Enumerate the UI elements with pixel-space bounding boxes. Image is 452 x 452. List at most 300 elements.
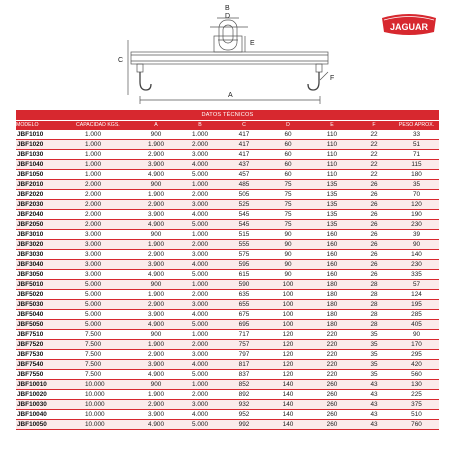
- cell-a: 900: [150, 181, 162, 188]
- cell-e: 260: [326, 381, 338, 388]
- table-row: [16, 210, 439, 220]
- cell-b: 1.000: [192, 181, 208, 188]
- cell-c: 545: [238, 211, 250, 218]
- cell-b: 5.000: [192, 171, 208, 178]
- table-row: [16, 360, 439, 370]
- cell-f: 28: [370, 281, 378, 288]
- cell-d: 140: [282, 421, 294, 428]
- table-row: [16, 370, 439, 380]
- cell-capacity: 1.000: [85, 171, 101, 178]
- cell-f: 26: [370, 261, 378, 268]
- cell-b: 3.000: [192, 401, 208, 408]
- cell-d: 140: [282, 391, 294, 398]
- cell-weight: 35: [412, 181, 421, 188]
- cell-e: 160: [326, 271, 338, 278]
- cell-f: 22: [370, 171, 378, 178]
- cell-b: 3.000: [192, 201, 208, 208]
- cell-capacity: 10.000: [85, 381, 105, 388]
- cell-a: 4.900: [148, 421, 164, 428]
- cell-c: 515: [238, 231, 250, 238]
- cell-a: 3.900: [148, 311, 164, 318]
- cell-f: 43: [370, 381, 378, 388]
- cell-d: 75: [284, 191, 292, 198]
- cell-c: 417: [238, 141, 250, 148]
- table-header-row: [16, 121, 439, 131]
- cell-a: 4.900: [148, 171, 164, 178]
- center-plate: [214, 36, 242, 52]
- cell-e: 260: [326, 421, 338, 428]
- cell-model: JBF5030: [17, 301, 44, 308]
- cell-weight: 57: [412, 281, 421, 288]
- cell-b: 1.000: [192, 281, 208, 288]
- cell-e: 135: [326, 201, 338, 208]
- cell-b: 1.000: [192, 131, 208, 138]
- cell-e: 135: [326, 211, 338, 218]
- cell-f: 26: [370, 271, 378, 278]
- cell-model: JBF10030: [17, 401, 47, 408]
- cell-a: 4.900: [148, 321, 164, 328]
- cell-d: 100: [282, 291, 294, 298]
- cell-e: 180: [326, 311, 338, 318]
- cell-e: 110: [326, 171, 338, 178]
- cell-weight: 90: [412, 331, 421, 338]
- top-eye-outline: [219, 20, 237, 50]
- cell-c: 575: [238, 251, 250, 258]
- cell-capacity: 2.000: [85, 181, 101, 188]
- cell-weight: 285: [411, 311, 422, 318]
- cell-a: 2.900: [148, 201, 164, 208]
- cell-f: 43: [370, 401, 378, 408]
- cell-d: 140: [282, 411, 294, 418]
- cell-c: 932: [238, 401, 250, 408]
- table-row: [16, 130, 439, 140]
- cell-model: JBF5050: [17, 321, 44, 328]
- cell-c: 695: [238, 321, 250, 328]
- cell-model: JBF7520: [17, 341, 44, 348]
- cell-f: 26: [370, 241, 378, 248]
- cell-c: 417: [238, 131, 250, 138]
- cell-model: JBF1010: [17, 131, 44, 138]
- cell-e: 260: [326, 391, 338, 398]
- cell-weight: 230: [411, 221, 422, 228]
- cell-f: 35: [370, 351, 378, 358]
- cell-c: 892: [238, 391, 250, 398]
- cell-b: 1.000: [192, 231, 208, 238]
- cell-a: 1.900: [148, 141, 164, 148]
- cell-e: 110: [326, 161, 338, 168]
- cell-d: 140: [282, 381, 294, 388]
- cell-capacity: 3.000: [85, 261, 101, 268]
- cell-f: 35: [370, 371, 378, 378]
- cell-b: 4.000: [192, 261, 208, 268]
- cell-d: 60: [284, 151, 292, 158]
- cell-c: 992: [238, 421, 250, 428]
- table-row: [16, 350, 439, 360]
- cell-e: 160: [326, 241, 338, 248]
- jaguar-logo: [376, 12, 442, 56]
- cell-c: 837: [238, 371, 250, 378]
- cell-a: 4.900: [148, 221, 164, 228]
- cell-c: 437: [238, 161, 250, 168]
- cell-f: 28: [370, 321, 378, 328]
- cell-model: JBF7510: [17, 331, 44, 338]
- cell-capacity: 7.500: [85, 331, 101, 338]
- cell-e: 220: [326, 351, 338, 358]
- cell-f: 43: [370, 421, 378, 428]
- dimension-d-label: D: [225, 13, 231, 20]
- cell-b: 1.000: [192, 331, 208, 338]
- cell-e: 110: [326, 141, 338, 148]
- dimension-f-line: [320, 72, 328, 80]
- cell-b: 4.000: [192, 411, 208, 418]
- cell-d: 100: [282, 281, 294, 288]
- cell-capacity: 3.000: [85, 251, 101, 258]
- cell-weight: 140: [411, 251, 422, 258]
- cell-model: JBF1030: [17, 151, 44, 158]
- right-hook-icon: [308, 72, 319, 90]
- table-row: [16, 380, 439, 390]
- cell-b: 2.000: [192, 141, 208, 148]
- cell-d: 120: [282, 351, 294, 358]
- cell-a: 4.900: [148, 271, 164, 278]
- table-row: [16, 150, 439, 160]
- cell-d: 75: [284, 201, 292, 208]
- cell-weight: 124: [411, 291, 422, 298]
- cell-weight: 295: [411, 351, 422, 358]
- beam-body: [131, 52, 328, 64]
- cell-d: 120: [282, 341, 294, 348]
- table-row: [16, 400, 439, 410]
- cell-d: 100: [282, 301, 294, 308]
- dimension-f-label: F: [330, 75, 335, 82]
- cell-a: 900: [150, 331, 162, 338]
- cell-a: 2.900: [148, 151, 164, 158]
- cell-f: 22: [370, 161, 378, 168]
- cell-model: JBF2040: [17, 211, 44, 218]
- cell-b: 3.000: [192, 251, 208, 258]
- header-model: MODELO: [16, 121, 76, 131]
- cell-a: 1.900: [148, 241, 164, 248]
- cell-weight: 180: [411, 171, 422, 178]
- cell-e: 160: [326, 231, 338, 238]
- cell-d: 140: [282, 401, 294, 408]
- cell-model: JBF1040: [17, 161, 44, 168]
- table-row: [16, 310, 439, 320]
- cell-weight: 190: [411, 211, 422, 218]
- cell-b: 2.000: [192, 191, 208, 198]
- cell-f: 26: [370, 221, 378, 228]
- cell-a: 1.900: [148, 191, 164, 198]
- cell-c: 595: [238, 261, 250, 268]
- cell-a: 3.900: [148, 361, 164, 368]
- cell-d: 90: [284, 261, 292, 268]
- cell-capacity: 10.000: [85, 421, 105, 428]
- table-row: [16, 390, 439, 400]
- cell-a: 1.900: [148, 341, 164, 348]
- table-row: [16, 330, 439, 340]
- cell-f: 35: [370, 361, 378, 368]
- cell-e: 135: [326, 221, 338, 228]
- cell-weight: 760: [411, 421, 422, 428]
- dimension-e-label: E: [250, 40, 255, 47]
- table-row: [16, 340, 439, 350]
- table-row: [16, 320, 439, 330]
- cell-weight: 51: [412, 141, 421, 148]
- cell-b: 3.000: [192, 301, 208, 308]
- cell-c: 457: [238, 171, 250, 178]
- cell-capacity: 3.000: [85, 271, 101, 278]
- cell-f: 43: [370, 411, 378, 418]
- cell-a: 900: [150, 131, 162, 138]
- cell-c: 635: [238, 291, 250, 298]
- cell-model: JBF1050: [17, 171, 44, 178]
- cell-model: JBF3030: [17, 251, 44, 258]
- cell-e: 180: [326, 301, 338, 308]
- cell-d: 75: [284, 211, 292, 218]
- cell-f: 26: [370, 191, 378, 198]
- table-row: [16, 190, 439, 200]
- cell-f: 22: [370, 141, 378, 148]
- cell-a: 3.900: [148, 161, 164, 168]
- cell-weight: 195: [411, 301, 422, 308]
- cell-capacity: 7.500: [85, 361, 101, 368]
- cell-e: 110: [326, 151, 338, 158]
- cell-f: 35: [370, 341, 378, 348]
- cell-d: 120: [282, 371, 294, 378]
- cell-weight: 33: [412, 131, 421, 138]
- cell-weight: 71: [412, 151, 421, 158]
- cell-a: 1.900: [148, 391, 164, 398]
- cell-b: 2.000: [192, 391, 208, 398]
- cell-f: 28: [370, 311, 378, 318]
- cell-f: 26: [370, 181, 378, 188]
- cell-f: 22: [370, 151, 378, 158]
- technical-data-table: [16, 110, 439, 430]
- cell-model: JBF3010: [17, 231, 44, 238]
- cell-model: JBF10050: [17, 421, 47, 428]
- cell-e: 260: [326, 411, 338, 418]
- cell-b: 4.000: [192, 361, 208, 368]
- header-b: B: [178, 121, 222, 131]
- cell-weight: 335: [411, 271, 422, 278]
- cell-b: 4.000: [192, 211, 208, 218]
- cell-model: JBF3020: [17, 241, 44, 248]
- cell-weight: 120: [411, 201, 422, 208]
- cell-e: 220: [326, 331, 338, 338]
- cell-capacity: 3.000: [85, 241, 101, 248]
- cell-a: 2.900: [148, 301, 164, 308]
- cell-d: 60: [284, 131, 292, 138]
- cell-d: 100: [282, 311, 294, 318]
- right-hook-mount: [316, 64, 322, 72]
- cell-weight: 130: [411, 381, 422, 388]
- cell-e: 220: [326, 341, 338, 348]
- cell-weight: 405: [411, 321, 422, 328]
- table-row: [16, 250, 439, 260]
- cell-weight: 420: [411, 361, 422, 368]
- cell-capacity: 5.000: [85, 291, 101, 298]
- cell-d: 100: [282, 321, 294, 328]
- header-c: C: [222, 121, 266, 131]
- cell-model: JBF5020: [17, 291, 44, 298]
- cell-model: JBF10010: [17, 381, 47, 388]
- cell-e: 160: [326, 251, 338, 258]
- cell-e: 180: [326, 281, 338, 288]
- cell-model: JBF2020: [17, 191, 44, 198]
- cell-f: 26: [370, 201, 378, 208]
- cell-f: 26: [370, 251, 378, 258]
- table-row: [16, 140, 439, 150]
- cell-weight: 225: [411, 391, 422, 398]
- cell-b: 3.000: [192, 151, 208, 158]
- cell-f: 43: [370, 391, 378, 398]
- cell-f: 22: [370, 131, 378, 138]
- cell-a: 2.900: [148, 251, 164, 258]
- cell-weight: 170: [411, 341, 422, 348]
- header-capacity: CAPACIDAD KGS.: [76, 121, 134, 131]
- cell-b: 2.000: [192, 241, 208, 248]
- cell-d: 75: [284, 181, 292, 188]
- cell-c: 852: [238, 381, 250, 388]
- table-row: [16, 280, 439, 290]
- cell-c: 797: [238, 351, 250, 358]
- cell-a: 2.900: [148, 351, 164, 358]
- cell-b: 4.000: [192, 311, 208, 318]
- cell-b: 2.000: [192, 341, 208, 348]
- cell-model: JBF7550: [17, 371, 44, 378]
- cell-b: 1.000: [192, 381, 208, 388]
- table-row: [16, 260, 439, 270]
- header-a: A: [134, 121, 178, 131]
- cell-c: 675: [238, 311, 250, 318]
- table-body: [16, 130, 439, 430]
- dimension-c-label: C: [118, 57, 124, 64]
- dimension-b-label: B: [225, 5, 230, 12]
- cell-d: 120: [282, 361, 294, 368]
- cell-capacity: 2.000: [85, 191, 101, 198]
- cell-model: JBF7530: [17, 351, 44, 358]
- table-row: [16, 410, 439, 420]
- logo-text: JAGUAR: [389, 22, 429, 32]
- cell-e: 220: [326, 371, 338, 378]
- cell-b: 2.000: [192, 291, 208, 298]
- cell-model: JBF2030: [17, 201, 44, 208]
- cell-c: 717: [238, 331, 250, 338]
- cell-e: 180: [326, 321, 338, 328]
- cell-b: 5.000: [192, 421, 208, 428]
- cell-c: 757: [238, 341, 250, 348]
- cell-weight: 510: [411, 411, 422, 418]
- cell-capacity: 2.000: [85, 221, 101, 228]
- cell-capacity: 7.500: [85, 371, 101, 378]
- cell-capacity: 3.000: [85, 231, 101, 238]
- cell-d: 60: [284, 171, 292, 178]
- cell-model: JBF7540: [17, 361, 44, 368]
- left-hook-mount: [137, 64, 143, 72]
- cell-f: 28: [370, 301, 378, 308]
- cell-e: 110: [326, 131, 338, 138]
- cell-a: 2.900: [148, 401, 164, 408]
- table-row: [16, 170, 439, 180]
- cell-f: 28: [370, 291, 378, 298]
- cell-d: 60: [284, 161, 292, 168]
- cell-weight: 560: [411, 371, 422, 378]
- cell-c: 417: [238, 151, 250, 158]
- cell-capacity: 5.000: [85, 281, 101, 288]
- cell-e: 135: [326, 191, 338, 198]
- cell-b: 5.000: [192, 271, 208, 278]
- cell-a: 900: [150, 281, 162, 288]
- cell-capacity: 10.000: [85, 391, 105, 398]
- cell-c: 505: [238, 191, 250, 198]
- cell-weight: 39: [412, 231, 421, 238]
- cell-capacity: 5.000: [85, 301, 101, 308]
- cell-model: JBF10040: [17, 411, 47, 418]
- cell-model: JBF5010: [17, 281, 44, 288]
- table-row: [16, 220, 439, 230]
- left-hook-icon: [140, 72, 151, 90]
- cell-c: 555: [238, 241, 250, 248]
- cell-a: 3.900: [148, 411, 164, 418]
- cell-c: 590: [238, 281, 250, 288]
- cell-f: 26: [370, 211, 378, 218]
- cell-a: 4.900: [148, 371, 164, 378]
- cell-d: 120: [282, 331, 294, 338]
- cell-capacity: 7.500: [85, 351, 101, 358]
- cell-model: JBF2050: [17, 221, 44, 228]
- table-row: [16, 240, 439, 250]
- cell-d: 90: [284, 241, 292, 248]
- cell-c: 525: [238, 201, 250, 208]
- cell-d: 90: [284, 251, 292, 258]
- cell-capacity: 2.000: [85, 211, 101, 218]
- cell-e: 180: [326, 291, 338, 298]
- cell-model: JBF3040: [17, 261, 44, 268]
- cell-a: 900: [150, 381, 162, 388]
- header-f: F: [354, 121, 394, 131]
- cell-weight: 115: [411, 161, 422, 168]
- cell-b: 3.000: [192, 351, 208, 358]
- table-row: [16, 290, 439, 300]
- cell-capacity: 1.000: [85, 131, 101, 138]
- cell-f: 35: [370, 331, 378, 338]
- cell-d: 60: [284, 141, 292, 148]
- cell-d: 75: [284, 221, 292, 228]
- cell-c: 485: [238, 181, 250, 188]
- cell-model: JBF1020: [17, 141, 44, 148]
- header-e: E: [310, 121, 354, 131]
- cell-capacity: 1.000: [85, 161, 101, 168]
- table-row: [16, 160, 439, 170]
- cell-c: 615: [238, 271, 250, 278]
- header-d: D: [266, 121, 310, 131]
- cell-d: 90: [284, 231, 292, 238]
- cell-a: 3.900: [148, 261, 164, 268]
- table-row: [16, 230, 439, 240]
- cell-model: JBF3050: [17, 271, 44, 278]
- cell-c: 952: [238, 411, 250, 418]
- cell-f: 26: [370, 231, 378, 238]
- cell-a: 900: [150, 231, 162, 238]
- cell-capacity: 10.000: [85, 411, 105, 418]
- dimension-a-label: A: [228, 92, 233, 99]
- cell-capacity: 2.000: [85, 201, 101, 208]
- cell-b: 5.000: [192, 221, 208, 228]
- table-row: [16, 270, 439, 280]
- cell-d: 90: [284, 271, 292, 278]
- cell-capacity: 7.500: [85, 341, 101, 348]
- header-weight: PESO APROX.: [394, 121, 439, 131]
